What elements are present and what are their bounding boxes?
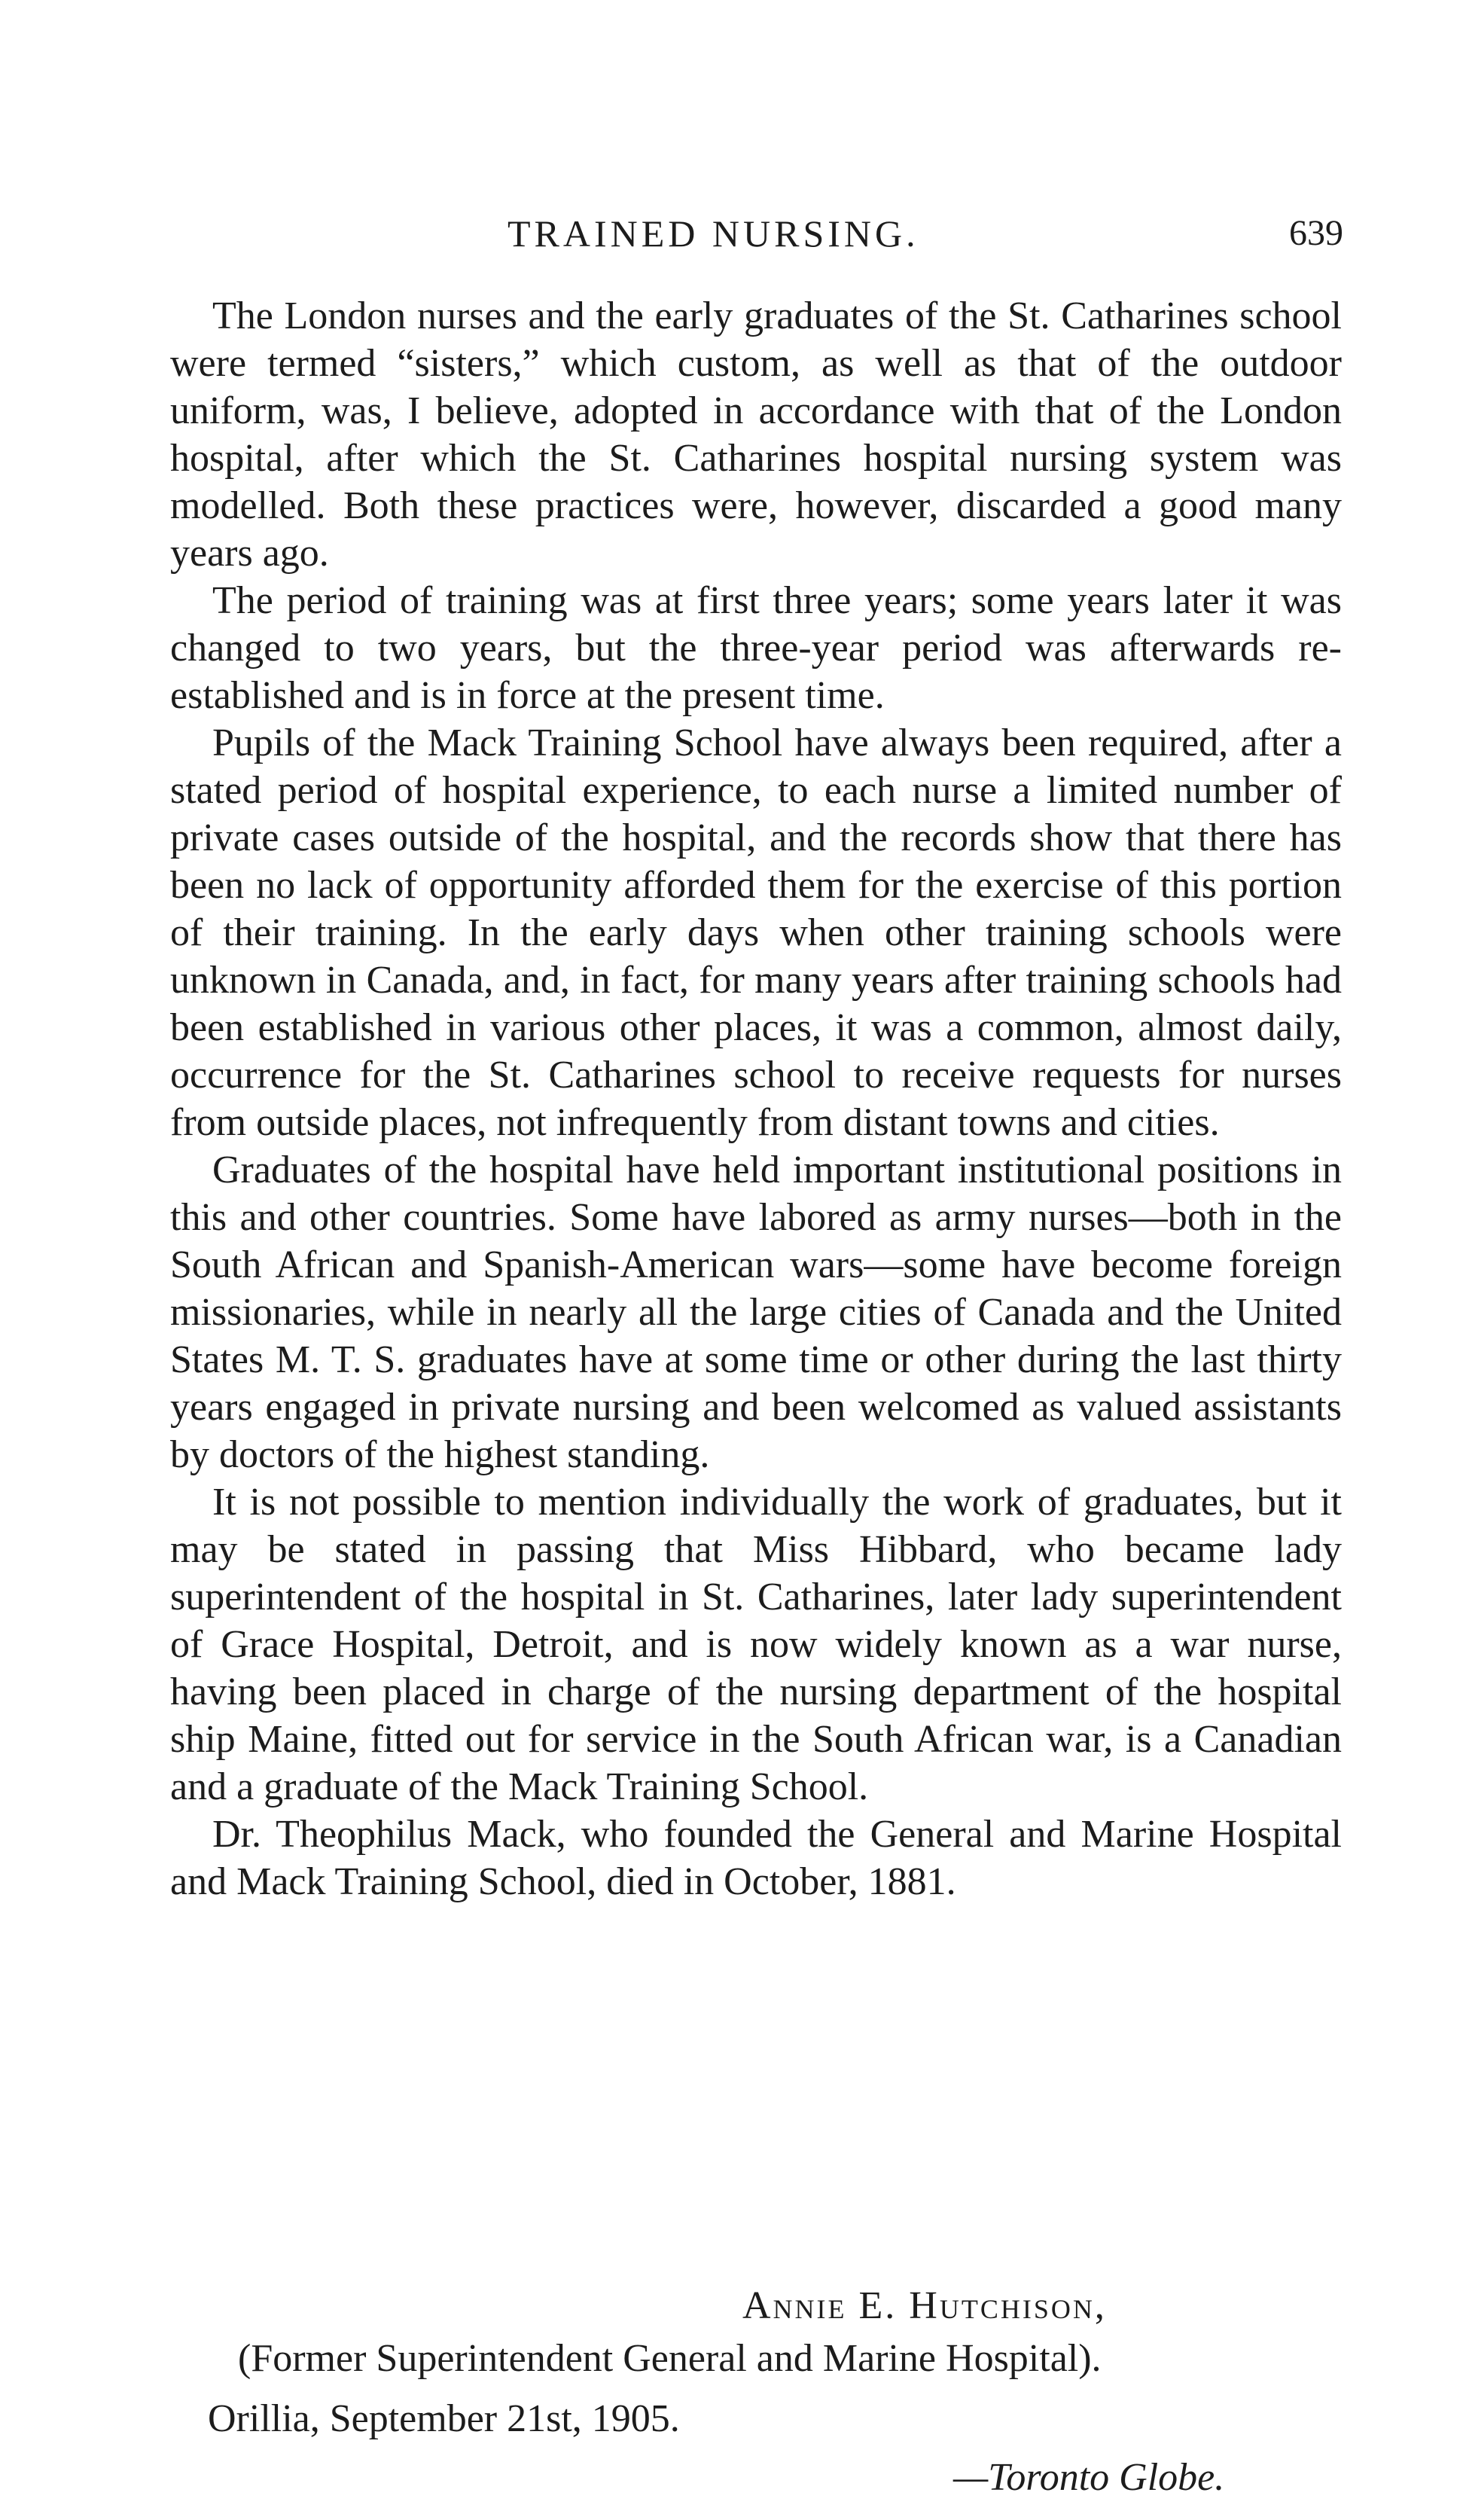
paragraph-sisters: The London nurses and the early graduates of the St. Catharines school were termed “sisters,” which custom, as well as that of the outdoor uniform, was, I believe, adopted in accordance with that of the London hospital, after which the St. Catharines hospital nursing system was modelled. Both these practices were, however, discarded a good many years ago. — [170, 294, 1342, 575]
dateline: Orillia, September 21st, 1905. — [208, 2397, 680, 2440]
paragraph-dr-mack: Dr. Theophilus Mack, who founded the General and Marine Hospital and Mack Training School, died in October, 1881. — [170, 1813, 1342, 1903]
author-title: (Former Superintendent General and Marine Hospital). — [238, 2337, 1102, 2380]
paragraph-miss-hibbard: It is not possible to mention individually the work of graduates, but it may be stated in passing that Miss Hibbard, who became lady superintendent of the hospital in St. Catharines, later lady superintendent of Grace Hospital, Detroit, and is now widely known as a war nurse, having been placed in charge of the nursing department of the hospital ship Maine, fitted out for service in the South African war, is a Canadian and a graduate of the Mack Training School. — [170, 1481, 1342, 1808]
page-number: 639 — [1289, 213, 1343, 253]
paragraph-graduates: Graduates of the hospital have held important institutional positions in this and other countries. Some have labored as army nurses—both in the South African and Spanish-American wars—some have become foreign missionaries, while in nearly all the large cities of Canada and the United States M. T. S. graduates have at some time or other during the last thirty years engaged in private nursing and been welcomed as valued assistants by doctors of the highest standing. — [170, 1149, 1342, 1476]
author-name: Annie E. Hutchison, — [742, 2284, 1107, 2327]
article-body — [170, 292, 1342, 1905]
paragraph-private-cases: Pupils of the Mack Training School have always been required, after a stated period of hospital experience, to each nurse a limited number of private cases outside of the hospital, and the records show that there has been no lack of opportunity afforded them for the exercise of this portion of their training. In the early days when other training schools were unknown in Canada, and, in fact, for many years after training schools had been established in various other places, it was a common, almost daily, occurrence for the St. Catharines school to receive requests for nurses from outside places, not infrequently from distant towns and cities. — [170, 722, 1342, 1144]
page-header — [169, 203, 1343, 264]
paragraph-training-period: The period of training was at first three years; some years later it was changed to two years, but the three-year period was afterwards re-established and is in force at the present time. — [170, 579, 1342, 717]
source-credit: —Toronto Globe. — [953, 2456, 1225, 2499]
running-head: TRAINED NURSING. — [507, 212, 919, 255]
